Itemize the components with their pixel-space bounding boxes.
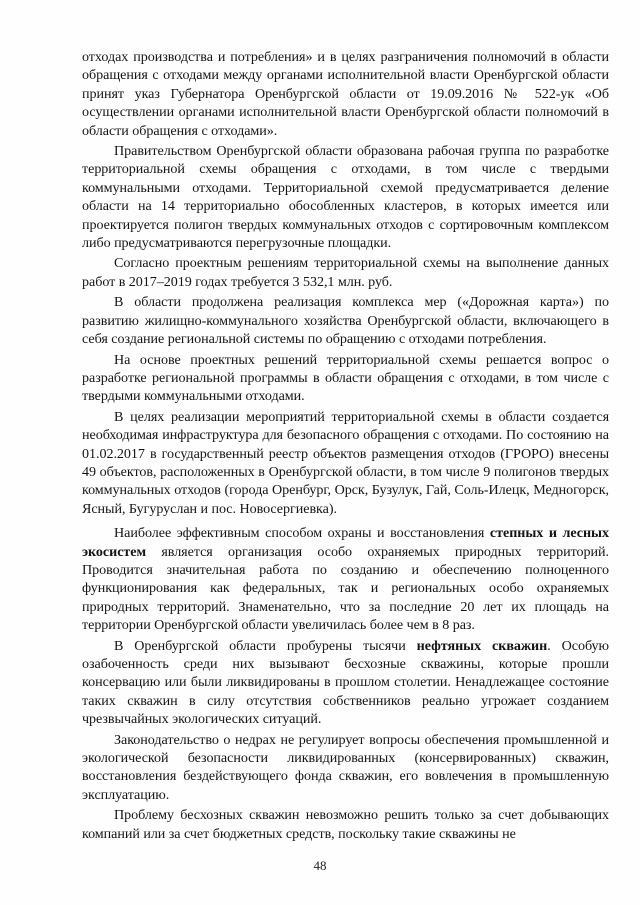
paragraph-p05 — [82, 351, 609, 406]
paragraph-p02 — [82, 142, 609, 252]
body-text: Проблему бесхозных скважин невозможно решить только за счет добывающих компаний или за счет бюджетных средств, поскольку такие скважины не — [82, 807, 609, 842]
emphasis-text: нефтяных скважин — [416, 637, 548, 654]
body-text: отходах производства и потребления» и в целях разграничения полномочий в области обращения с отходами между органами исполнительной власти Оренбургской области принят указ Губернатора Оренбургской области от 19.09.2016 № 522-ук «Об осуществлении органами исполнительной власти Оренбургской области полномочий в области обращения с отходами». — [82, 49, 609, 139]
paragraph-p06 — [82, 408, 609, 518]
page-number: 48 — [313, 858, 327, 873]
body-text: является организация особо охраняемых природных территорий. Проводится значительная работа по созданию и обеспечению полноценного функционирования как федеральных, так и региональных особо охраняемых природных территорий. Знаменательно, что за последние 20 лет их площадь на территории Оренбургской области увеличилась более чем в 8 раз. — [82, 543, 609, 634]
body-text: На основе проектных решений территориальной схемы решается вопрос о разработке региональной программы в области обращения с отходами, в том числе с твердыми коммунальными отходами. — [82, 351, 609, 405]
paragraph-p09 — [82, 731, 609, 805]
paragraph-p08 — [82, 637, 609, 729]
paragraph-p07 — [82, 524, 609, 634]
body-text: Правительством Оренбургской области образована рабочая группа по разработке территориальной схемы обращения с отходами, в том числе с твердыми коммунальными отходами. Территориальной схемой предусматривается деление области на 14 территориально обособленных кластеров, в которых имеется или проектируется полигон твердых коммунальных отходов с сортировочным комплексом либо предусматриваются перегрузочные площадки. — [82, 143, 609, 252]
paragraph-p10 — [82, 806, 609, 843]
body-text: Согласно проектным решениям территориальной схемы на выполнение данных работ в 2017–2019 годах требуется 3 532,1 млн. руб. — [82, 255, 609, 290]
emphasis-text: степных и лесных экосистем — [82, 525, 609, 560]
body-text: Наиболее эффективным способом охраны и восстановления — [114, 525, 490, 542]
body-text: В целях реализации мероприятий территориальной схемы в области создается необходимая инфраструктура для безопасного обращения с отходами. По состоянию на 01.02.2017 в государственный реестр объектов размещения отходов (ГРОРО) внесены 49 объектов, расположенных в Оренбургской области, в том числе 9 полигонов твердых коммунальных отходов (города Оренбург, Орск, Бузулук, Гай, Соль-Илецк, Медногорск, Ясный, Бугуруслан и пос. Новосергиевка). — [82, 408, 609, 517]
paragraph-p04 — [82, 293, 609, 348]
body-text: В области продолжена реализация комплекса мер («Дорожная карта») по развитию жилищно-коммунального хозяйства Оренбургской области, включающего в себя создание региональной системы по обращению с отходами потребления. — [82, 294, 609, 348]
paragraph-p03 — [82, 254, 609, 291]
body-text: . Особую озабоченность среди них вызывают бесхозные скважины, которые прошли консервацию или были ликвидированы в прошлом столетии. Ненадлежащее состояние таких скважин в силу отсутствия собственников реально угрожает созданием чрезвычайных экологических ситуаций. — [82, 637, 610, 728]
page-body — [82, 48, 609, 845]
body-text: Законодательство о недрах не регулирует вопросы обеспечения промышленной и экологической безопасности ликвидированных (консервированных) скважин, восстановления бездействующего фонда скважин, его вовлечения в промышленную эксплуатацию. — [82, 731, 609, 803]
paragraph-p01 — [82, 48, 609, 140]
body-text: В Оренбургской области пробурены тысячи — [114, 637, 417, 654]
